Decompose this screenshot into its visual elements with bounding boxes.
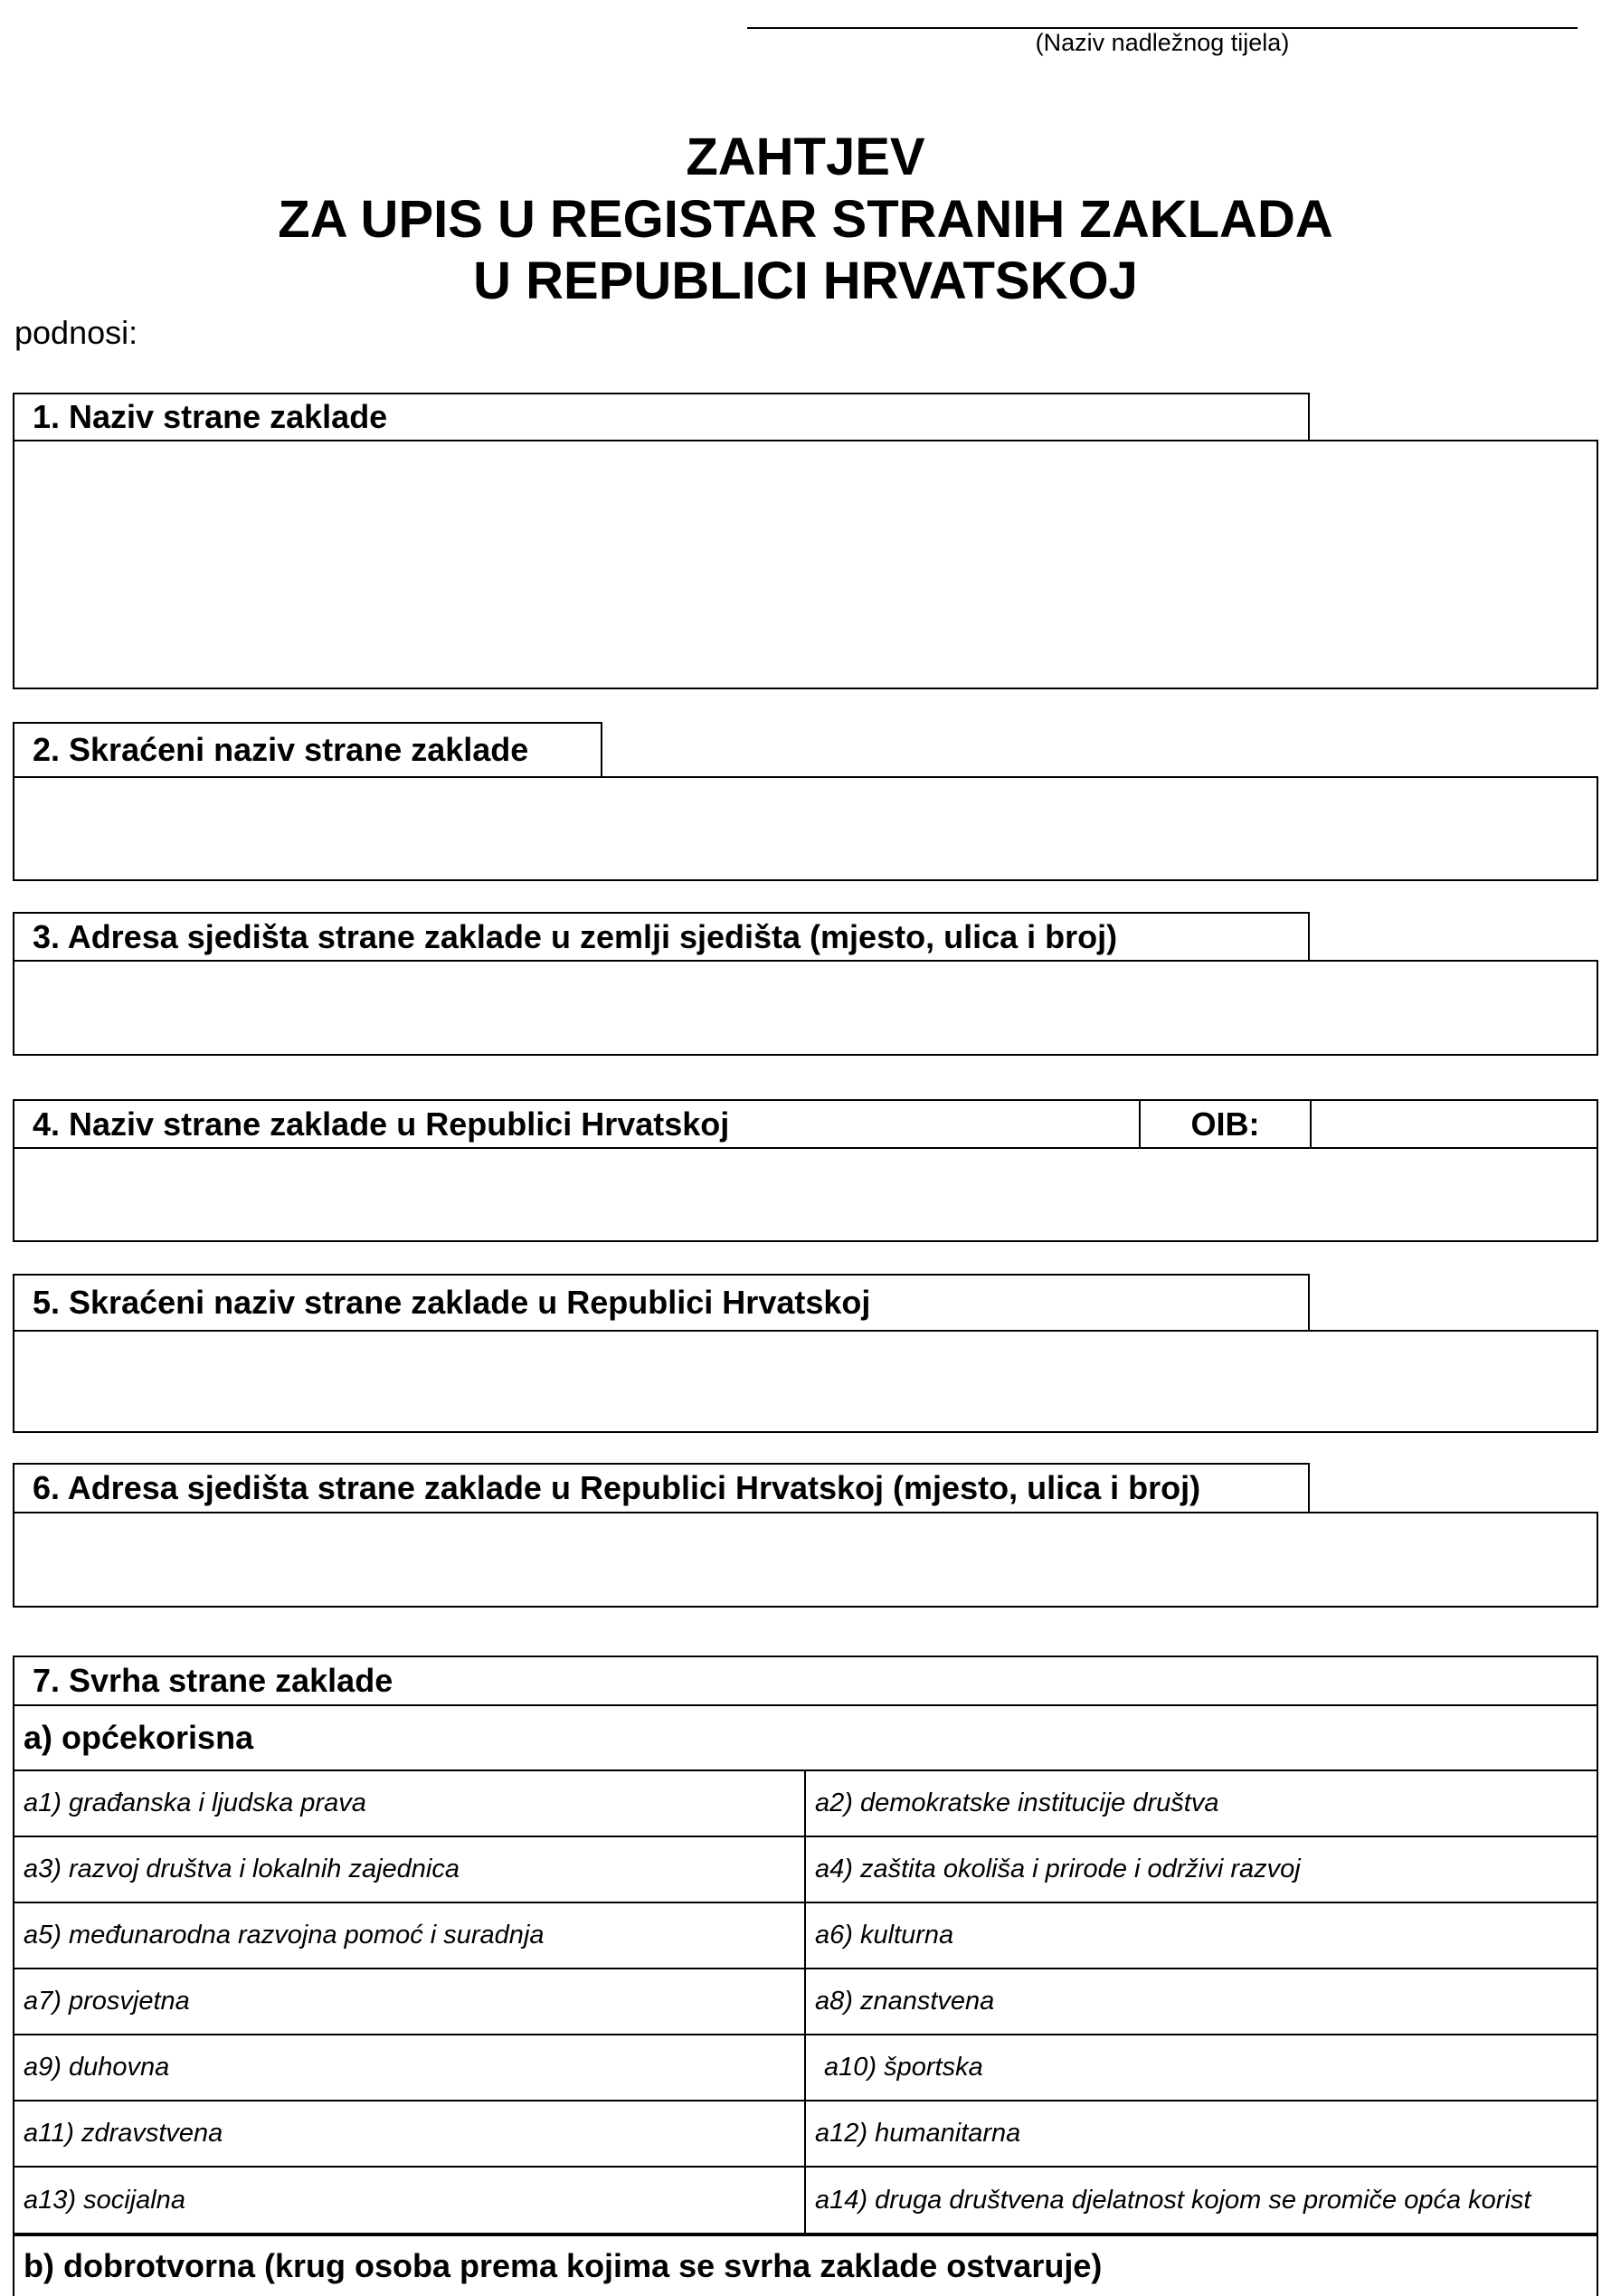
- section-5-field[interactable]: [13, 1330, 1598, 1433]
- purpose-option-a5[interactable]: a5) međunarodna razvojna pomoć i suradnja: [13, 1902, 806, 1969]
- purpose-option-a12[interactable]: a12) humanitarna: [804, 2100, 1598, 2168]
- purpose-option-a9[interactable]: a9) duhovna: [13, 2034, 806, 2102]
- section-1-field[interactable]: [13, 440, 1598, 689]
- section-5-label: 5. Skraćeni naziv strane zaklade u Republici Hrvatskoj: [13, 1274, 1310, 1332]
- section-4-label: 4. Naziv strane zaklade u Republici Hrvatskoj: [13, 1099, 1141, 1149]
- authority-caption: (Naziv nadležnog tijela): [1035, 29, 1290, 56]
- purpose-option-a4[interactable]: a4) zaštita okoliša i prirode i održivi razvoj: [804, 1836, 1598, 1903]
- section-7-label: 7. Svrha strane zaklade: [13, 1656, 1598, 1706]
- oib-label: OIB:: [1139, 1099, 1312, 1149]
- purpose-option-a1[interactable]: a1) građanska i ljudska prava: [13, 1769, 806, 1837]
- purpose-option-a7[interactable]: a7) prosvjetna: [13, 1968, 806, 2035]
- section-6-field[interactable]: [13, 1512, 1598, 1608]
- general-benefit-heading: a) općekorisna: [13, 1704, 1598, 1771]
- section-3-field[interactable]: [13, 960, 1598, 1056]
- purpose-option-a13[interactable]: a13) socijalna: [13, 2166, 806, 2234]
- title-line-2: ZA UPIS U REGISTAR STRANIH ZAKLADA: [278, 190, 1333, 249]
- title-line-3: U REPUBLICI HRVATSKOJ: [473, 251, 1138, 310]
- purpose-option-a8[interactable]: a8) znanstvena: [804, 1968, 1598, 2035]
- submitted-by-label: podnosi:: [14, 314, 138, 351]
- oib-field[interactable]: [1310, 1099, 1598, 1149]
- section-3-label: 3. Adresa sjedišta strane zaklade u zemlji sjedišta (mjesto, ulica i broj): [13, 912, 1310, 962]
- charitable-heading: b) dobrotvorna (krug osoba prema kojima se svrha zaklade ostvaruje): [13, 2234, 1598, 2296]
- purpose-option-a11[interactable]: a11) zdravstvena: [13, 2100, 806, 2168]
- section-2-field[interactable]: [13, 776, 1598, 881]
- section-4-field[interactable]: [13, 1147, 1598, 1242]
- title-line-1: ZAHTJEV: [686, 128, 925, 186]
- section-1-label: 1. Naziv strane zaklade: [13, 393, 1310, 441]
- authority-field[interactable]: [747, 0, 1578, 27]
- purpose-option-a10[interactable]: a10) športska: [804, 2034, 1598, 2102]
- purpose-options-grid: [13, 1769, 1598, 2236]
- purpose-option-a14[interactable]: a14) druga društvena djelatnost kojom se promiče opća korist: [804, 2166, 1598, 2234]
- purpose-option-a2[interactable]: a2) demokratske institucije društva: [804, 1769, 1598, 1837]
- section-2-label: 2. Skraćeni naziv strane zaklade: [13, 722, 602, 778]
- section-6-label: 6. Adresa sjedišta strane zaklade u Republici Hrvatskoj (mjesto, ulica i broj): [13, 1463, 1310, 1513]
- purpose-option-a6[interactable]: a6) kulturna: [804, 1902, 1598, 1969]
- purpose-option-a3[interactable]: a3) razvoj društva i lokalnih zajednica: [13, 1836, 806, 1903]
